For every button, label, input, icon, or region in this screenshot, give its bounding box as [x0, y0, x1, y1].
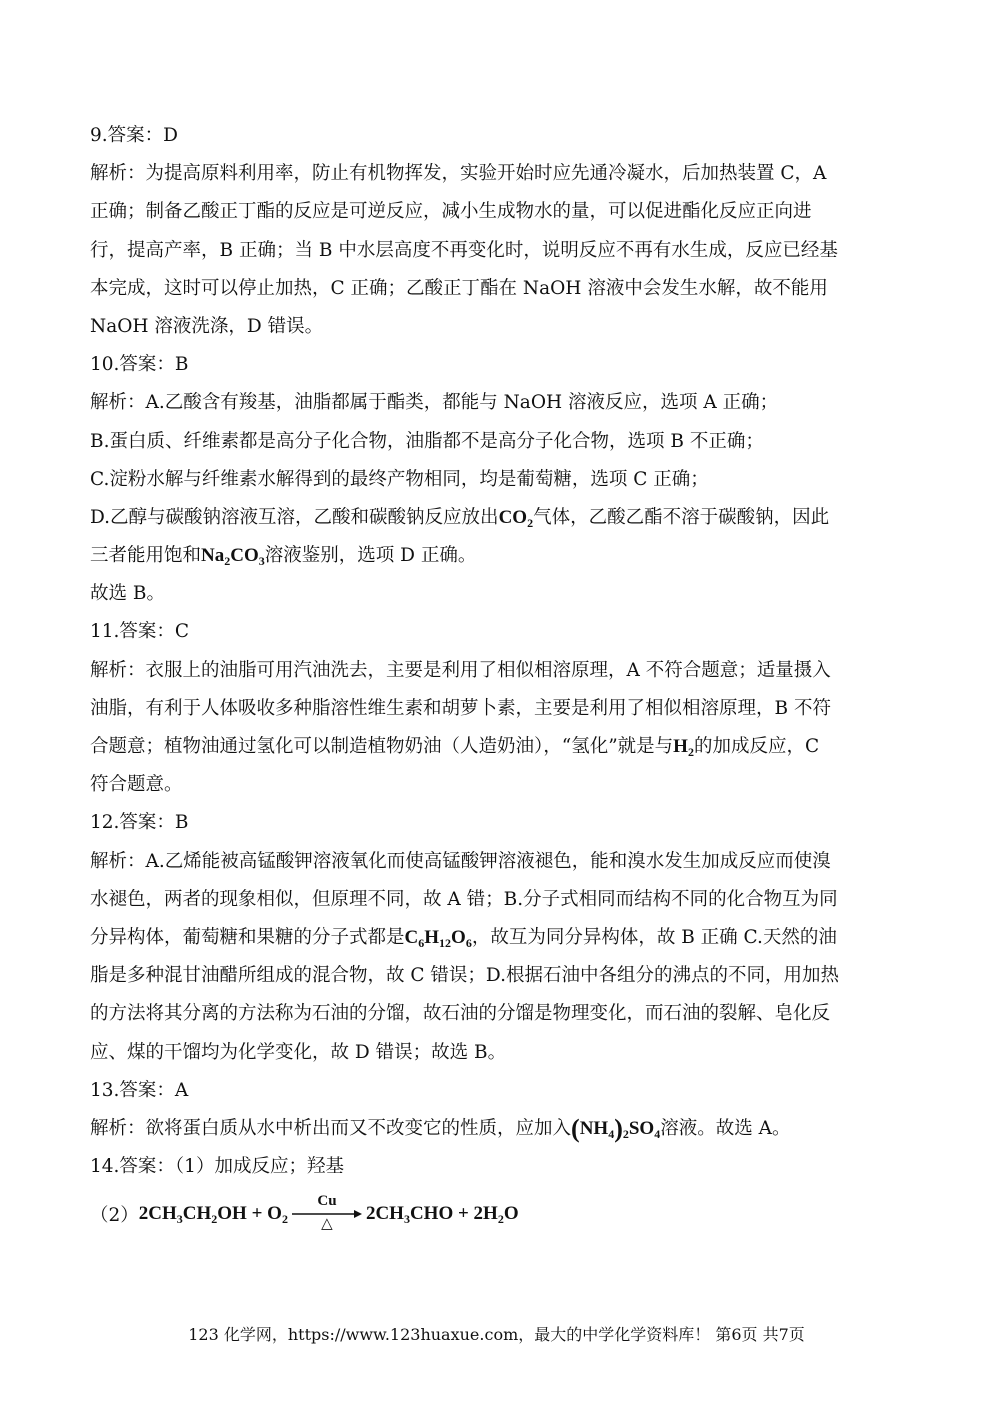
- formula-co2: $CO_2$: [498, 506, 534, 530]
- q10-explanation-line-3: C.淀粉水解与纤维素水解得到的最终产物相同，均是葡萄糖，选项 C 正确；: [90, 468, 709, 490]
- equation-products: $2CH_3CHO + 2H_2O$: [365, 1203, 519, 1227]
- q13-line1-post: 溶液。故选 A。: [660, 1117, 791, 1139]
- q9-explanation-line-4: 本完成，这时可以停止加热，C 正确；乙酸正丁酯在 NaOH 溶液中会发生水解，故不能用: [90, 277, 828, 299]
- q14-eq-label: （2）: [90, 1205, 139, 1227]
- q13-answer: 13.答案：A: [90, 1079, 189, 1101]
- q12-answer: 12.答案：B: [90, 812, 189, 834]
- q10-explanation-line-1: 解析：A.乙酸含有羧基，油脂都属于酯类，都能与 NaOH 溶液反应，选项 A 正确；: [90, 392, 779, 414]
- q11-line3-post: 的加成反应，C: [693, 736, 820, 757]
- q12-line3-post: ，故互为同分异构体，故 B 正确 C.天然的油: [471, 926, 837, 948]
- q10-answer: 10.答案：B: [90, 354, 189, 376]
- formula-nh4-2so4: $(NH_4)_2SO_4$: [571, 1113, 661, 1143]
- q11-explanation-line-4: 符合题意。: [90, 774, 183, 796]
- q9-explanation-line-2: 正确；制备乙酸正丁酯的反应是可逆反应，减小生成物水的量，可以促进酯化反应正向进: [90, 201, 812, 223]
- q10-line5-post: 溶液鉴别，选项 D 正确。: [264, 545, 477, 567]
- q12-explanation-line-1: 解析：A.乙烯能被高锰酸钾溶液氧化而使高锰酸钾溶液褪色，能和溴水发生加成反应而使溴: [90, 850, 831, 872]
- q12-line3-pre: 分异构体，葡萄糖和果糖的分子式都是: [90, 926, 405, 948]
- formula-na2co3: $Na_2CO_3$: [201, 545, 265, 569]
- q11-explanation-line-3: [90, 728, 895, 766]
- q11-answer: 11.答案：C: [90, 621, 190, 643]
- q14-answer: 14.答案：（1）加成反应；羟基: [90, 1156, 344, 1178]
- heat-label: △: [321, 1214, 333, 1233]
- q9-answer: 9.答案：D: [90, 125, 178, 146]
- q10-explanation-line-5: [90, 537, 895, 575]
- q9-explanation-line-1: 解析：为提高原料利用率，防止有机物挥发，实验开始时应先通冷凝水，后加热装置 C，A: [90, 163, 827, 185]
- q11-explanation-line-1: 解析：衣服上的油脂可用汽油洗去，主要是利用了相似相溶原理，A 不符合题意；适量摄入: [90, 659, 831, 681]
- q10-explanation-line-4: [90, 499, 895, 537]
- q11-line3-pre: 合题意；植物油通过氢化可以制造植物奶油（人造奶油），“氢化”就是与: [90, 736, 674, 757]
- q12-explanation-line-2: 水褪色，两者的现象相似，但原理不同，故 A 错；B.分子式相同而结构不同的化合物互为同: [90, 888, 838, 910]
- q10-explanation-line-2: B.蛋白质、纤维素都是高分子化合物，油脂都不是高分子化合物，选项 B 不正确；: [90, 430, 764, 452]
- q13-explanation-line-1: [90, 1110, 895, 1148]
- formula-c6h12o6: $C_6H_{12}O_6$: [404, 926, 472, 950]
- q12-explanation-line-3: [90, 919, 895, 957]
- page-footer: 123 化学网，https://www.123huaxue.com，最大的中学化学资料库！ 第6页 共7页: [188, 1325, 805, 1344]
- q10-conclusion: 故选 B。: [90, 583, 165, 605]
- formula-h2: $H_2$: [673, 736, 694, 759]
- q10-line5-pre: 三者能用饱和: [90, 545, 202, 567]
- q11-explanation-line-2: 油脂，有利于人体吸收多种脂溶性维生素和胡萝卜素，主要是利用了相似相溶原理，B 不符: [90, 697, 831, 719]
- q10-line4-post: 气体，乙酸乙酯不溶于碳酸钠，因此: [533, 506, 830, 528]
- q14-equation: [90, 1190, 895, 1238]
- q9-explanation-line-5: NaOH 溶液洗涤，D 错误。: [90, 315, 324, 337]
- q13-line1-pre: 解析：欲将蛋白质从水中析出而又不改变它的性质，应加入: [90, 1117, 572, 1139]
- equation-reactants: $2CH_3CH_2OH + O_2$: [138, 1203, 288, 1227]
- catalyst-label: Cu: [317, 1193, 337, 1210]
- q12-explanation-line-5: 的方法将其分离的方法称为石油的分馏，故石油的分馏是物理变化，而石油的裂解、皂化反: [90, 1003, 831, 1025]
- q9-explanation-line-3: 行，提高产率，B 正确；当 B 中水层高度不再变化时，说明反应不再有水生成，反应已经基: [90, 239, 838, 261]
- q12-explanation-line-4: 脂是多种混甘油醋所组成的混合物，故 C 错误；D.根据石油中各组分的沸点的不同，用加热: [90, 965, 839, 987]
- q12-explanation-line-6: 应、煤的干馏均为化学变化，故 D 错误；故选 B。: [90, 1041, 507, 1063]
- answer-content: [90, 117, 895, 1238]
- reaction-arrow: [290, 1193, 364, 1233]
- q10-line4-pre: D.乙醇与碳酸钠溶液互溶，乙酸和碳酸钠反应放出: [90, 506, 499, 528]
